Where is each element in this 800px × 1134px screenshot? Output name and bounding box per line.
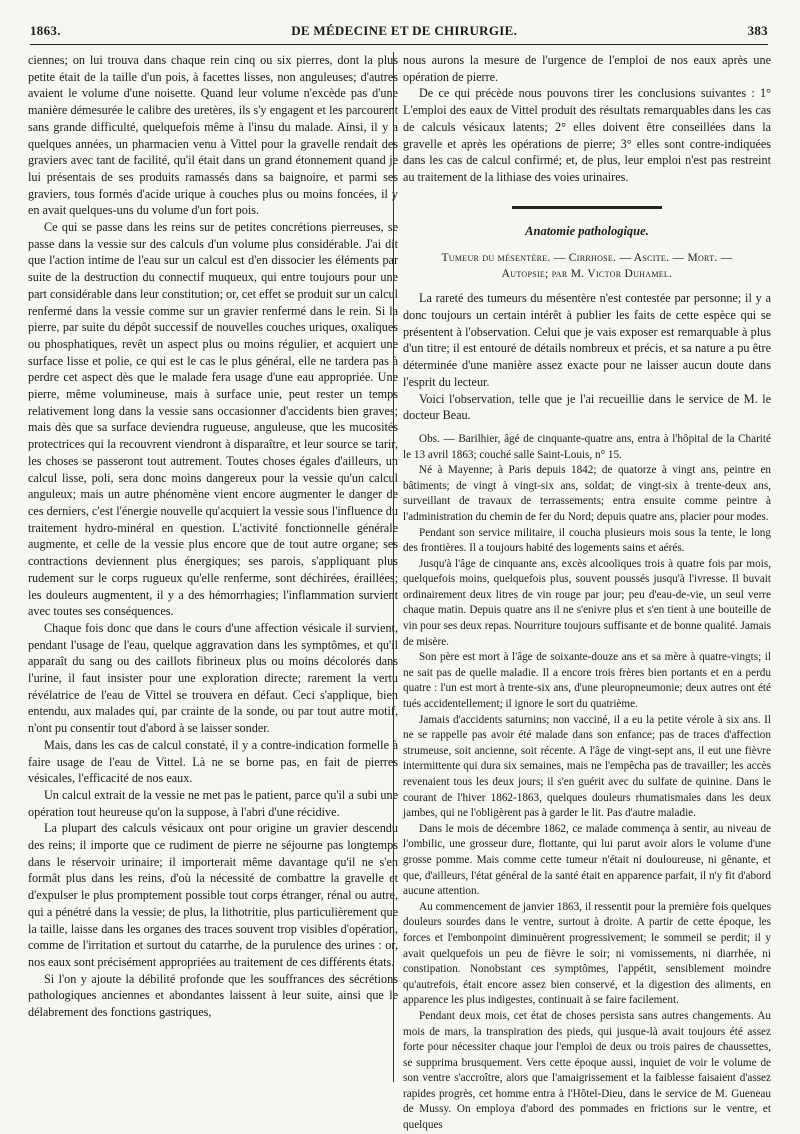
right-column	[403, 52, 771, 1134]
header-rule	[30, 44, 768, 45]
paragraph: nous aurons la mesure de l'urgence de l'emploi de nos eaux après une opération de pierre.	[403, 53, 771, 84]
subtitle-line: Autopsie; par M. Victor Duhamel.	[501, 267, 673, 280]
paragraph: Né à Mayenne; à Paris depuis 1842; de quatorze à vingt ans, peintre en bâtiments; de vingt à vingt-six ans, soldat; de vingt-six à trente-deux ans, surveillant de travaux de terrassements; entra ensuite comme peintre à l'administration du chemin de fer du Nord; depuis quatre ans, placier pour modes.	[403, 464, 771, 523]
article-subtitle	[403, 251, 771, 282]
paragraph: Au commencement de janvier 1863, il ressentit pour la première fois quelques douleurs sourdes dans le ventre, surtout à droite. A partir de cette époque, les forces et l'embonpoint diminuèrent progressivement; le sommeil se perdit; il y avait quelquefois un peu de fièvre le soir; ni vomissements, ni diarrhée, ni constipation. Nonobstant ces symptômes, l'appétit, sensiblement moindre qu'autrefois, était encore assez bien conservé, et la digestion des aliments, en apparence les plus indigestes, continuait à se faire facilement.	[403, 900, 771, 1007]
paragraph: Obs. — Barilhier, âgé de cinquante-quatre ans, entra à l'hôpital de la Charité le 13 avril 1863; couché salle Saint-Louis, n° 15.	[403, 432, 771, 461]
paragraph: Jusqu'à l'âge de cinquante ans, excès alcooliques trois à quatre fois par mois, quelquefois moins, quelquefois plus, souvent poussés jusqu'à l'ivresse. Il buvait ordinairement deux litres de vin rouge par jour; peu d'eau-de-vie, un seul verre chaque matin. Depuis quatre ans il ne s'enivre plus et s'en tient à une bouteille de vin pour ses deux repas. Nourriture toujours suffisante et de bonne qualité. Jamais de misère.	[403, 557, 771, 648]
paragraph: Pendant deux mois, cet état de choses persista sans autres changements. Au mois de mars, la transpiration des pieds, qui jusque-là avait toujours été assez forte pour nécessiter chaque jour l'emploi de deux ou trois paires de chaussettes, se supprima brusquement. Vers cette époque aussi, inquiet de voir le volume de son ventre s'accroître, alors que l'amaigrissement et la faiblesse faisaient d'assez rapides progrès, cet homme entra à l'Hôtel-Dieu, dans le service de M. Gueneau de Mussy. On employa d'abord des pommades en frictions sur le ventre, et quelques	[403, 1009, 771, 1132]
header-title: DE MÉDECINE ET DE CHIRURGIE.	[291, 23, 518, 38]
paragraph: Jamais d'accidents saturnins; non vacciné, il a eu la petite vérole à six ans. Il ne se rappelle pas avoir été malade dans son enfance; pas de traces d'affection strumeuse, soit ancienne, soit récente. A l'âge de vingt-sept ans, il eut une fièvre intermittente qui dura six semaines, mais ne l'empêcha pas de travailler; les accès revenaient tous les deux jours; il s'en guérit avec du sulfate de quinine. Dans le courant de l'hiver 1862-1863, quelques douleurs rhumatismales dans les deux jambes, qui ne l'obligèrent pas à garder le lit. Pas d'autre maladie.	[403, 713, 771, 820]
spacer	[403, 424, 771, 432]
paragraph: Voici l'observation, telle que je l'ai recueillie dans le service de M. le docteur Beau.	[403, 391, 771, 423]
left-column	[28, 52, 398, 1021]
paragraph: Son père est mort à l'âge de soixante-douze ans et sa mère à quatre-vingts; il ne sait pas de quelle maladie. Il a encore trois frères bien portants et en a perdu quatre : l'un est mort à trente-six ans, d'une pleuropneumonie; deux autres ont été tués accidentellement; il ignore le sort du quatrième.	[403, 651, 771, 711]
header-page-number: 383	[747, 23, 768, 38]
paragraph: La plupart des calculs vésicaux ont pour origine un gravier descendu des reins; il importe que ce rudiment de pierre ne séjourne pas longtemps dans le réservoir urinaire; il importerait même davantage qu'il ne s'en formât plus dans les reins, d'où la nécessité de combattre la gravelle et d'expulser le plus promptement possible tout corps étranger, rénal ou autre, qui a pénétré dans la vessie; de plus, la lithotritie, plus particulièrement que la taille, laisse dans les organes des traces souvent trop visibles d'opération, comme de l'irritation et surtout du catarrhe, de la purulence des urines : or, nos eaux sont précisément appropriées au traitement de ces différents états.	[28, 821, 398, 969]
running-header	[30, 20, 768, 42]
paragraph: Chaque fois donc que dans le cours d'une affection vésicale il survient, pendant l'usage de l'eau, quelque aggravation dans les symptômes, et qu'il apparaît du sang ou des caillots fibrineux plus ou moins décolorés dans l'urine, il faut insister pour une exploration directe; rarement la vertu révélatrice de l'eau de Vittel se trouvera en défaut. Ceci s'applique, bien entendu, aux malades qui, par crainte de la sonde, ou par tout autre motif, n'ont pu consentir tout d'abord à se laisser sonder.	[28, 620, 398, 736]
section-rule	[512, 206, 662, 209]
paragraph: Pendant son service militaire, il coucha plusieurs mois sous la tente, le long des frontières. Il a toujours habité des logements sains et aérés.	[403, 526, 771, 555]
paragraph: Si l'on y ajoute la débilité profonde que les souffrances des sécrétions pathologiques anciennes et abondantes laissent à leur suite, ainsi que le délabrement des fonctions gastriques,	[28, 971, 398, 1020]
header-year: 1863.	[30, 23, 61, 38]
subtitle-line: Tumeur du mésentère. — Cirrhose. — Ascite. — Mort. —	[441, 252, 733, 265]
paragraph: De ce qui précède nous pouvons tirer les conclusions suivantes : 1° L'emploi des eaux de Vittel produit des résultats remarquables dans les cas de calculs vésicaux latents; 2° elles doivent être conseillées dans la gravelle et après les opérations de pierre; 3° elles sont contre-indiquées dans les cas de calcul confirmé; et, de plus, leur emploi n'est pas restreint au traitement de la lithiase des voies urinaires.	[403, 86, 771, 184]
section-title: Anatomie pathologique.	[525, 223, 649, 238]
paragraph: Ce qui se passe dans les reins sur de petites concrétions pierreuses, se passe dans la vessie sur des calculs d'un volume plus considérable. J'ai dit que l'action intime de l'eau sur un calcul est d'en dissocier les éléments par suite de la destruction du connectif muqueux, qui entre toujours pour une part considérable dans leur constitution; or, cet effet se produit sur un calcul renfermé dans la vessie comme sur un gravier renfermé dans le rein. Si la pierre, par suite du dépôt successif de nouvelles couches uriques, oxaliques ou phosphatiques, revêt un aspect plus ou moins régulier, et acquiert une surface lisse et polie, ce qui est le cas le plus général, elle ne tardera pas à perdre cet aspect dès que le malade fera usage d'une eau appropriée. Une pierre, même volumineuse, mais à surface unie, peut rester un temps relativement long dans la vessie sans occasionner d'accidents bien graves; mais dès que sa surface deviendra rugueuse, anguleuse, que les mucosités protectrices qui la recouvrent viendront à disparaître, et leur source se tarir, les choses se passeront tout autrement. Toutes choses égales d'ailleurs, un calcul lisse, poli, sera donc moins dangereux pour la vessie qu'un calcul anguleux; mais un autre phénomène vient encore augmenter le danger de ces derniers, c'est l'énergie nouvelle qu'acquiert la vessie sous l'influence du traitement hydro-minéral en question. L'activité fonctionnelle générale augmente, et celle de la vessie plus encore que de tout autre organe; ses contractions deviennent plus énergiques; ses parois, s'appliquant plus rudement sur le corps rugueux qu'elle renferme, sont déchirées, éraillées; les douleurs augmentent, il y a des hémorrhagies; l'inflammation survient avec toutes ses conséquences.	[28, 220, 398, 619]
paragraph: Un calcul extrait de la vessie ne met pas le patient, parce qu'il a subi une opération tout heureuse qu'on la suppose, à l'abri d'une récidive.	[28, 787, 398, 819]
paragraph: La rareté des tumeurs du mésentère n'est contestée par personne; il y a donc toujours un certain intérêt à publier les faits de cette espèce qui se présentent à l'observation. Celui que je vais exposer est remarquable à plus d'un titre; il est entouré de détails nombreux et précis, et sa nature a pu être déterminée d'une manière assez exacte pour ne laisser aucun doute dans l'esprit du lecteur.	[403, 291, 771, 389]
column-divider	[393, 52, 394, 1082]
paragraph: Mais, dans les cas de calcul constaté, il y a contre-indication formelle à faire usage de l'eau de Vittel. Là ne se borne pas, en fait de pierres vésicales, l'efficacité de nos eaux.	[28, 737, 398, 786]
observation-block	[403, 432, 771, 1134]
paragraph: Dans le mois de décembre 1862, ce malade commença à sentir, au niveau de l'ombilic, une grosseur dure, flottante, qui lui parut avoir alors le volume d'une grosse pomme. Mais comme cette tumeur n'était ni douloureuse, ni gênante, et que, d'ailleurs, l'état général de la santé était en apparence parfait, il n'y fit d'abord aucune attention.	[403, 822, 771, 898]
paragraph: ciennes; on lui trouva dans chaque rein cinq ou six pierres, dont la plus petite était de la taille d'un pois, à facettes lisses, non anguleuses; d'autres avaient le volume d'une noisette. Quand leur volume n'excède pas d'une manière démesurée le calibre des uretères, ils s'y engagent et les parcourent sans grande difficulté, quelquefois même à l'insu du malade. Ainsi, il y a quelques années, un pharmacien venu à Vittel pour la gravelle rendait des graviers avec tant de facilité, qu'il était dans un grand étonnement quand je lui présentais de ses produits ramassés dans sa baignoire, et parmi ses graviers, tous formés d'acide urique à couches plus ou moins foncées, il y en avait quelques-uns du volume d'un fort pois.	[28, 53, 398, 218]
